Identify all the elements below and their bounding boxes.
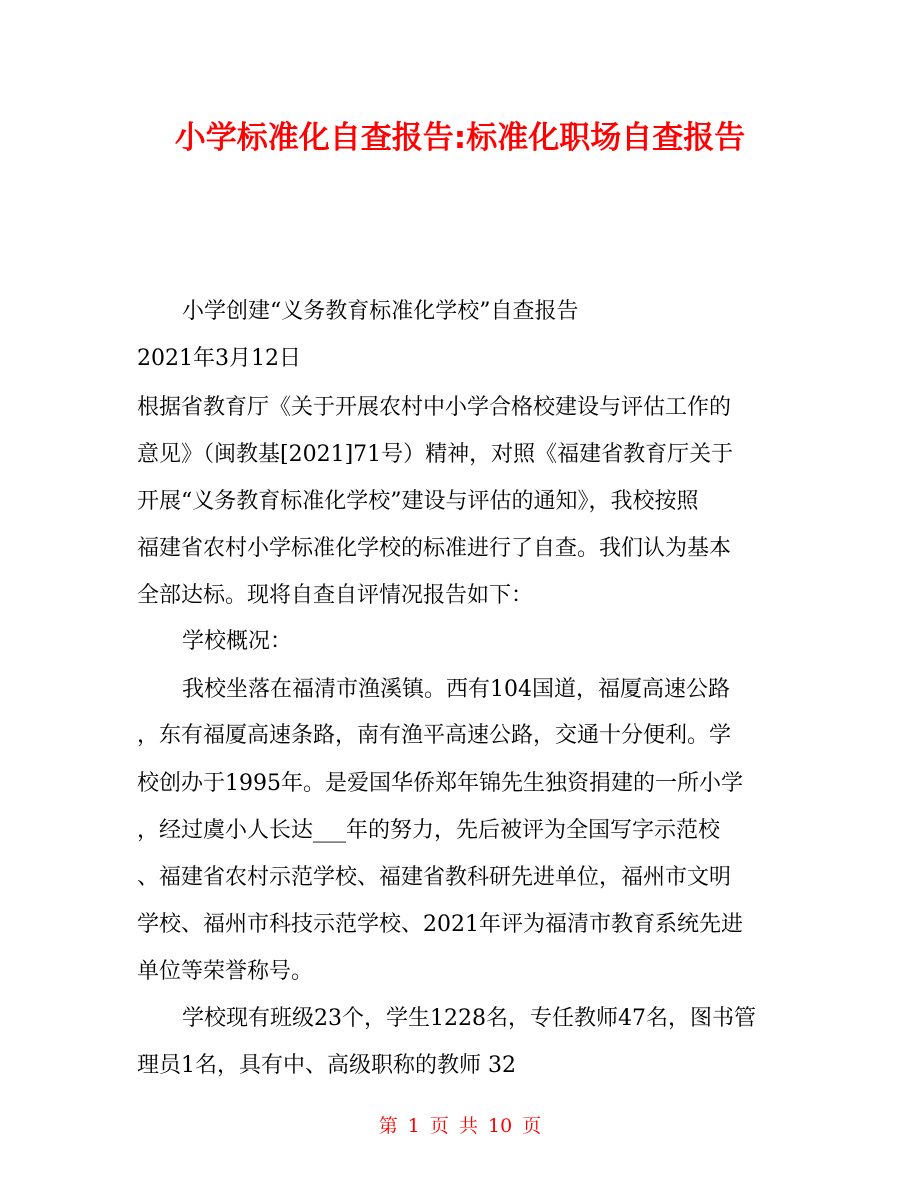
paragraph-line: 全部达标。现将自查自评情况报告如下： [137, 583, 534, 608]
paragraph-line: 我校坐落在福清市渔溪镇。西有104国道，福厦高速公路 [182, 677, 730, 702]
report-heading-line: 小学创建“义务教育标准化学校”自查报告 [182, 299, 579, 324]
page-footer: 第 1 页 共 10 页 [378, 1115, 542, 1137]
document-title: 小学标准化自查报告:标准化职场自查报告 [174, 120, 746, 156]
paragraph-line: 校创办于1995年。是爱国华侨郑年锦先生独资捐建的一所小学 [137, 771, 743, 796]
paragraph-line: ，经过虞小人长达___年的努力，先后被评为全国写字示范校 [137, 818, 721, 843]
section-heading-line: 学校概况： [182, 629, 293, 654]
paragraph-line: 开展“义务教育标准化学校”建设与评估的通知》，我校按照 [137, 489, 699, 514]
paragraph-line: 理员1名，具有中、高级职称的教师 32 [137, 1053, 516, 1078]
report-date-line: 2021年3月12日 [137, 346, 301, 371]
paragraph-line: 学校现有班级23个，学生1228名，专任教师47名，图书管 [182, 1006, 756, 1031]
paragraph-line: 单位等荣誉称号。 [137, 959, 314, 984]
paragraph-line: 根据省教育厅《关于开展农村中小学合格校建设与评估工作的 [137, 395, 732, 420]
paragraph-line: 意见》（闽教基[2021]71号）精神，对照《福建省教育厅关于 [137, 442, 734, 467]
paragraph-line: ，东有福厦高速条路，南有渔平高速公路，交通十分便利。学 [137, 723, 732, 748]
paragraph-line: 学校、福州市科技示范学校、2021年评为福清市教育系统先进 [137, 912, 743, 937]
paragraph-line: 福建省农村小学标准化学校的标准进行了自查。我们认为基本 [137, 536, 732, 561]
paragraph-line: 、福建省农村示范学校、福建省教科研先进单位，福州市文明 [137, 865, 732, 890]
